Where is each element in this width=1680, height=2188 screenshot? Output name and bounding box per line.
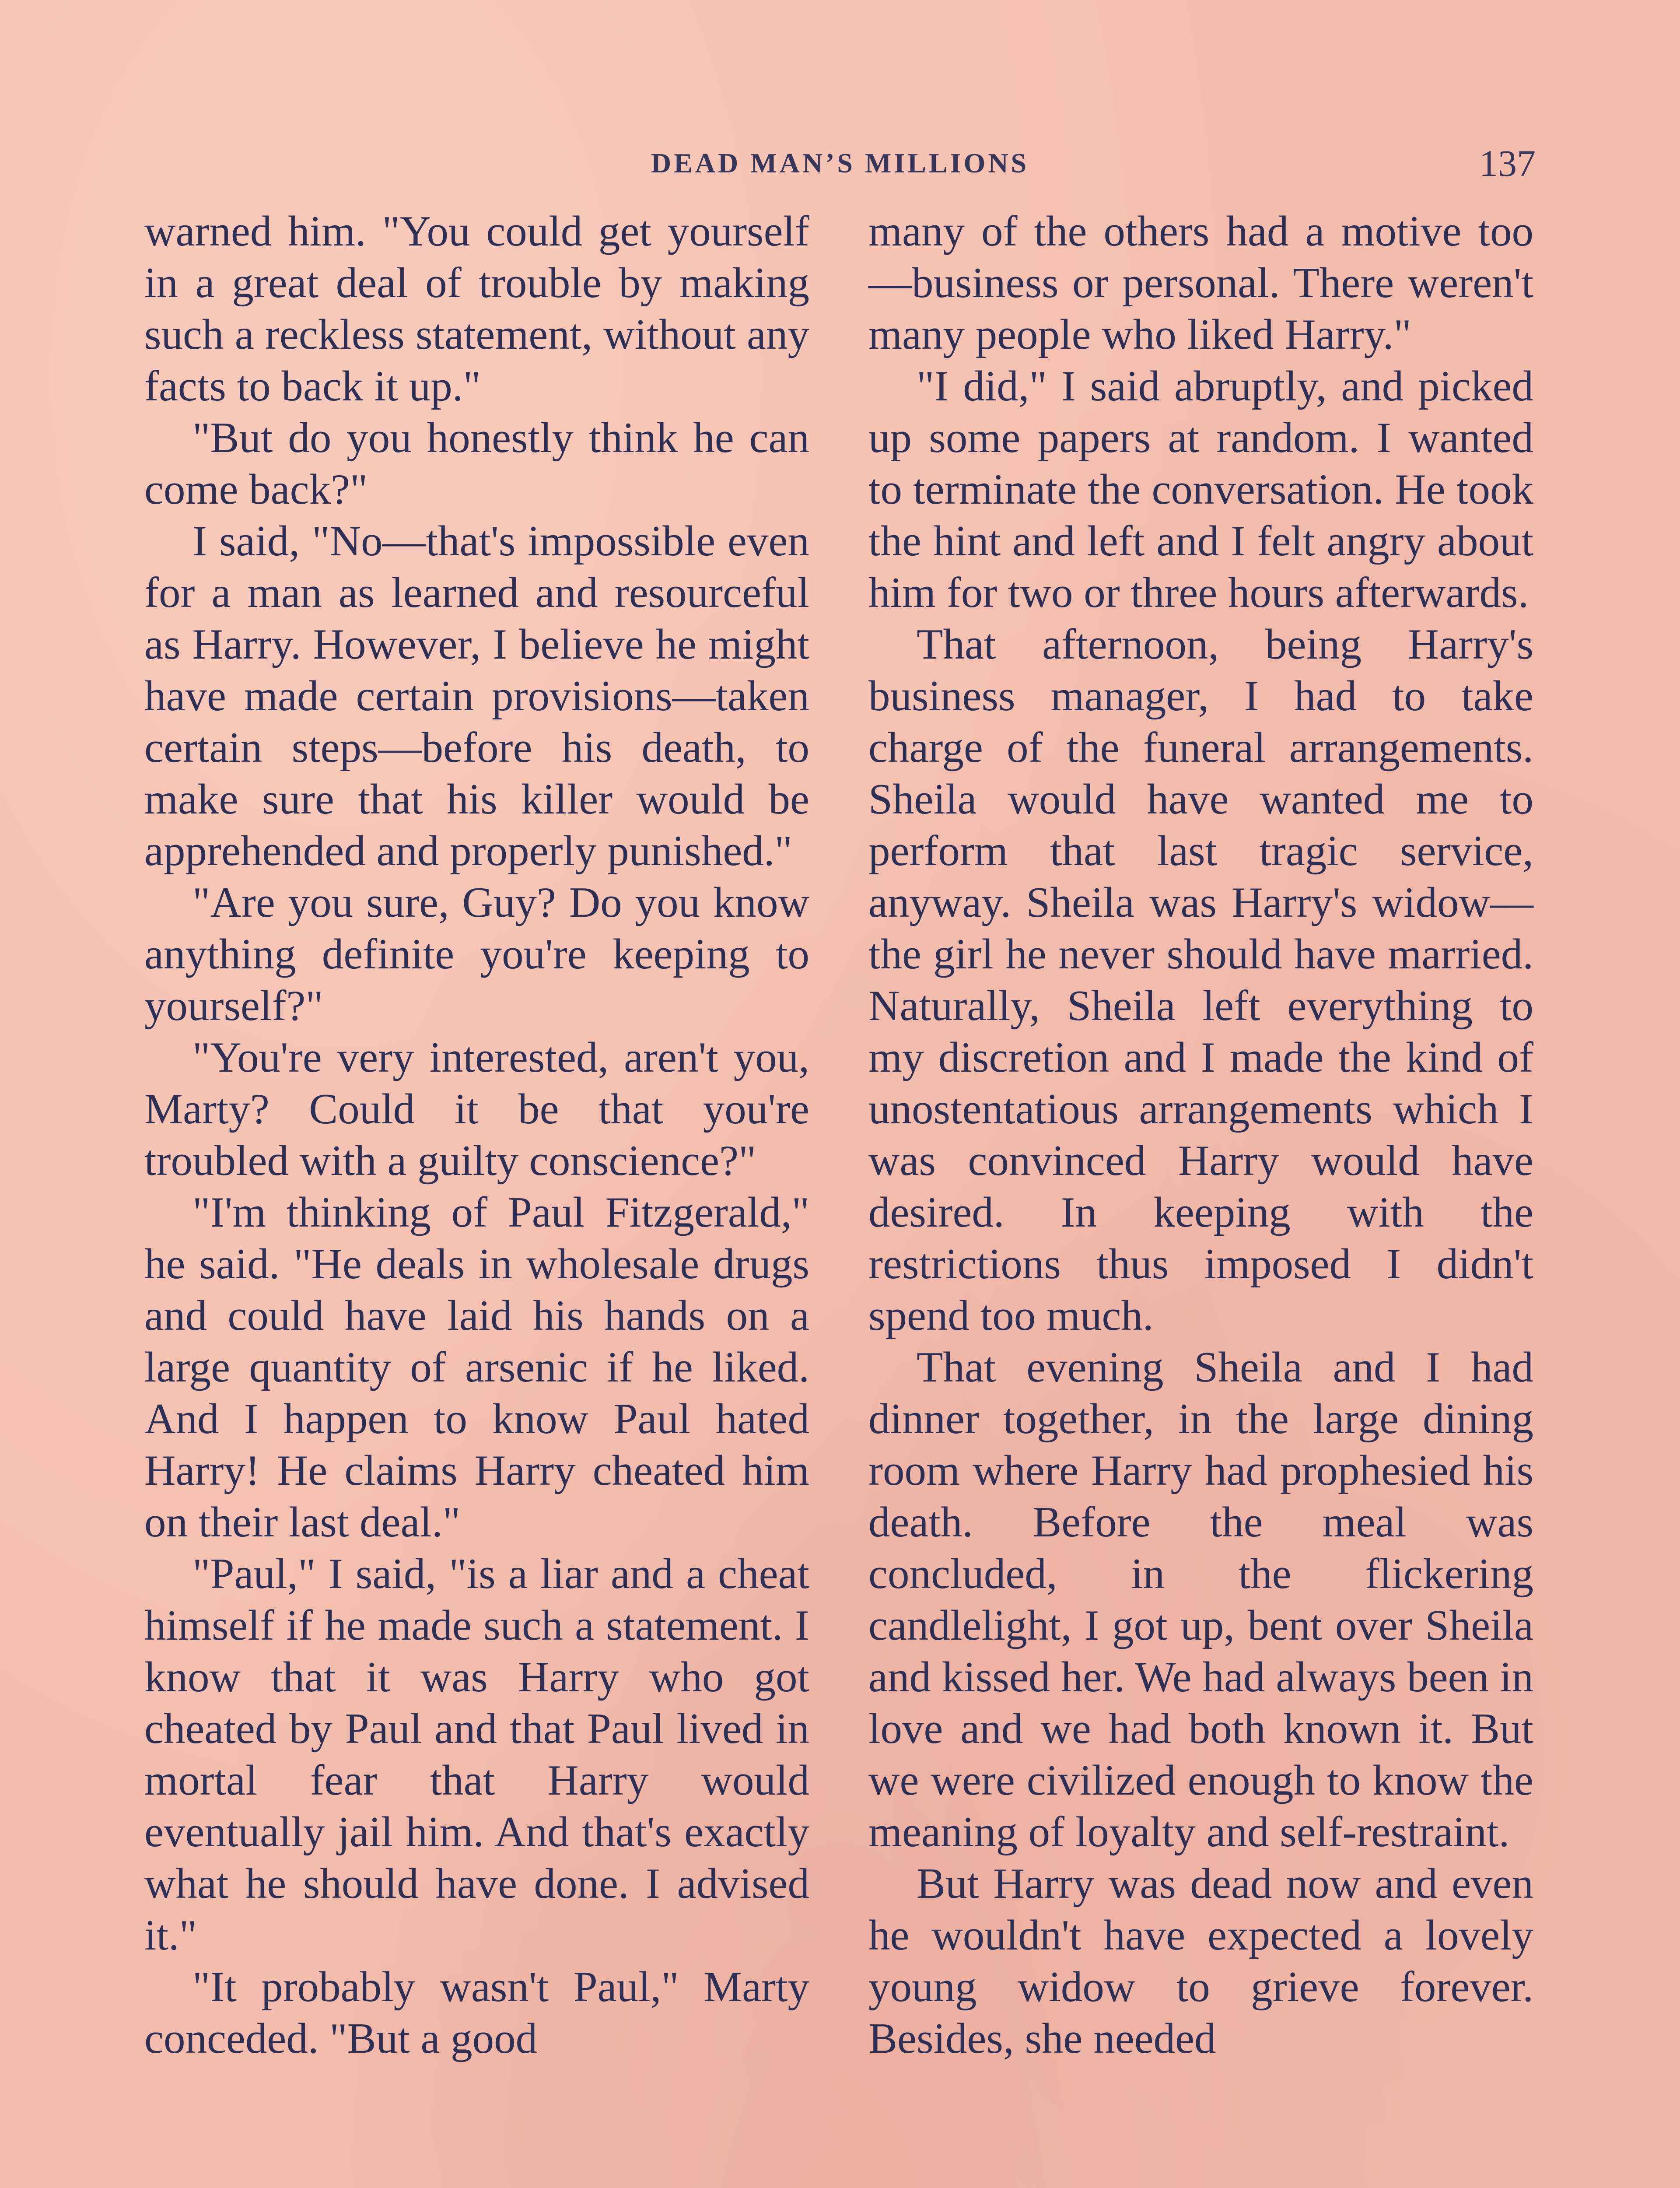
- paragraph: many of the others had a motive too—business or personal. There weren't many people who liked Harry.": [868, 207, 1533, 358]
- paragraph: But Harry was dead now and even he wouldn't have expected a lovely young widow to grieve forever. Besides, she needed: [868, 1860, 1533, 2062]
- paragraph: "I did," I said abruptly, and picked up some papers at random. I wanted to terminate the conversation. He took the hint and left and I felt angry about him for two or three hours afterwards.: [868, 362, 1533, 617]
- paragraph: "It probably wasn't Paul," Marty conceded. "But a good: [144, 1963, 809, 2062]
- paragraph: warned him. "You could get yourself in a great deal of trouble by making such a reckless statement, without any facts to back it up.": [144, 207, 809, 410]
- paragraph: That afternoon, being Harry's business manager, I had to take charge of the funeral arrangements. Sheila would have wanted me to perform that last tragic service, anyway. Sheila was Harry's widow—the girl he never should have married. Naturally, Sheila left everything to my discretion and I made the kind of unostentatious arrangements which I was convinced Harry would have desired. In keeping with the restrictions thus imposed I didn't spend too much.: [868, 621, 1533, 1339]
- right-column: [868, 206, 1533, 2065]
- left-column: [144, 206, 809, 2065]
- running-title: DEAD MAN’S MILLIONS: [651, 147, 1029, 179]
- paragraph: "I'm thinking of Paul Fitzgerald," he said. "He deals in wholesale drugs and could have laid his hands on a large quantity of arsenic if he liked. And I happen to know Paul hated Harry! He claims Harry cheated him on their last deal.": [144, 1189, 809, 1546]
- paragraph: "Are you sure, Guy? Do you know anything definite you're keeping to yourself?": [144, 879, 809, 1030]
- page-number: 137: [1479, 142, 1536, 184]
- running-head: [144, 139, 1536, 187]
- paragraph: "But do you honestly think he can come back?": [144, 414, 809, 513]
- paragraph: "Paul," I said, "is a liar and a cheat himself if he made such a statement. I know that it was Harry who got cheated by Paul and that Paul lived in mortal fear that Harry would eventually jail him. And that's exactly what he should have done. I advised it.": [144, 1550, 809, 1959]
- paragraph: "You're very interested, aren't you, Marty? Could it be that you're troubled with a guilty conscience?": [144, 1034, 809, 1185]
- paragraph: I said, "No—that's impossible even for a man as learned and resourceful as Harry. However, I believe he might have made certain provisions—taken certain steps—before his death, to make sure that his killer would be apprehended and properly punished.": [144, 517, 809, 875]
- paragraph: That evening Sheila and I had dinner together, in the large dining room where Harry had prophesied his death. Before the meal was concluded, in the flickering candlelight, I got up, bent over Sheila and kissed her. We had always been in love and we had both known it. But we were civilized enough to know the meaning of loyalty and self-restraint.: [868, 1343, 1533, 1856]
